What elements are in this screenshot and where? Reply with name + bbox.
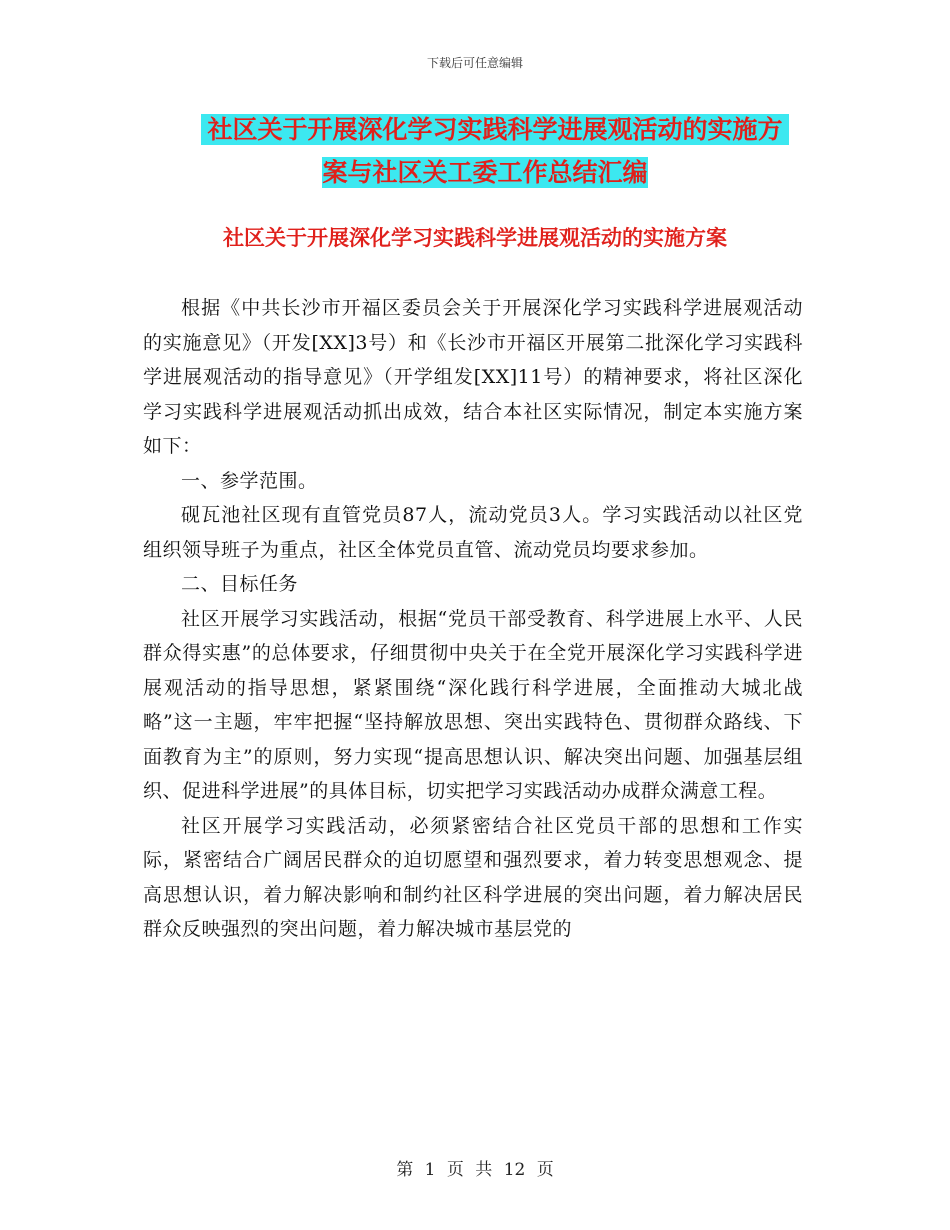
- header-note: 下载后可任意编辑: [426, 56, 523, 70]
- section-title: 社区关于开展深化学习实践科学进展观活动的实施方案: [223, 226, 727, 250]
- heading-scope: 一、参学范围。: [181, 469, 318, 492]
- paragraph-scope: 砚瓦池社区现有直管党员87人，流动党员3人。学习实践活动以社区党组织领导班子为重点，社区全体党员直管、流动党员均要求参加。: [143, 504, 803, 561]
- heading-goals: 二、目标任务: [181, 573, 299, 595]
- paragraph-goals: 社区开展学习实践活动，根据“党员干部受教育、科学进展上水平、人民群众得实惠”的总体要求，仔细贯彻中央关于在全党开展深化学习实践科学进展观活动的指导思想，紧紧围绕“深化践行科学进展，全面推动大城北战略”这一主题，牢牢把握“坚持解放思想、突出实践特色、贯彻群众路线、下面教育为主”的原则，努力实现“提高思想认识、解决突出问题、加强基层组织、促进科学进展”的具体目标，切实把学习实践活动办成群众满意工程。: [143, 607, 803, 802]
- document-body: [143, 291, 803, 947]
- document-title-text-2: 案与社区关工委工作总结汇编: [322, 158, 648, 187]
- document-title-line-1: [0, 110, 950, 150]
- page-footer: 第 1 页 共 12 页: [396, 1160, 554, 1180]
- paragraph-intro: 根据《中共长沙市开福区委员会关于开展深化学习实践科学进展观活动的实施意见》（开发[XX]3号）和《长沙市开福区开展第二批深化学习实践科学进展观活动的指导意见》（开学组发[XX]11号）的精神要求，将社区深化学习实践科学进展观活动抓出成效，结合本社区实际情况，制定本实施方案如下：: [143, 297, 803, 457]
- document-title-text-1: 社区关于开展深化学习实践科学进展观活动的实施方: [201, 114, 788, 145]
- document-title-line-2: [0, 153, 950, 193]
- paragraph-practice: 社区开展学习实践活动，必须紧密结合社区党员干部的思想和工作实际，紧密结合广阔居民群众的迫切愿望和强烈要求，着力转变思想观念、提高思想认识，着力解决影响和制约社区科学进展的突出问题，着力解决居民群众反映强烈的突出问题，着力解决城市基层党的: [143, 814, 803, 940]
